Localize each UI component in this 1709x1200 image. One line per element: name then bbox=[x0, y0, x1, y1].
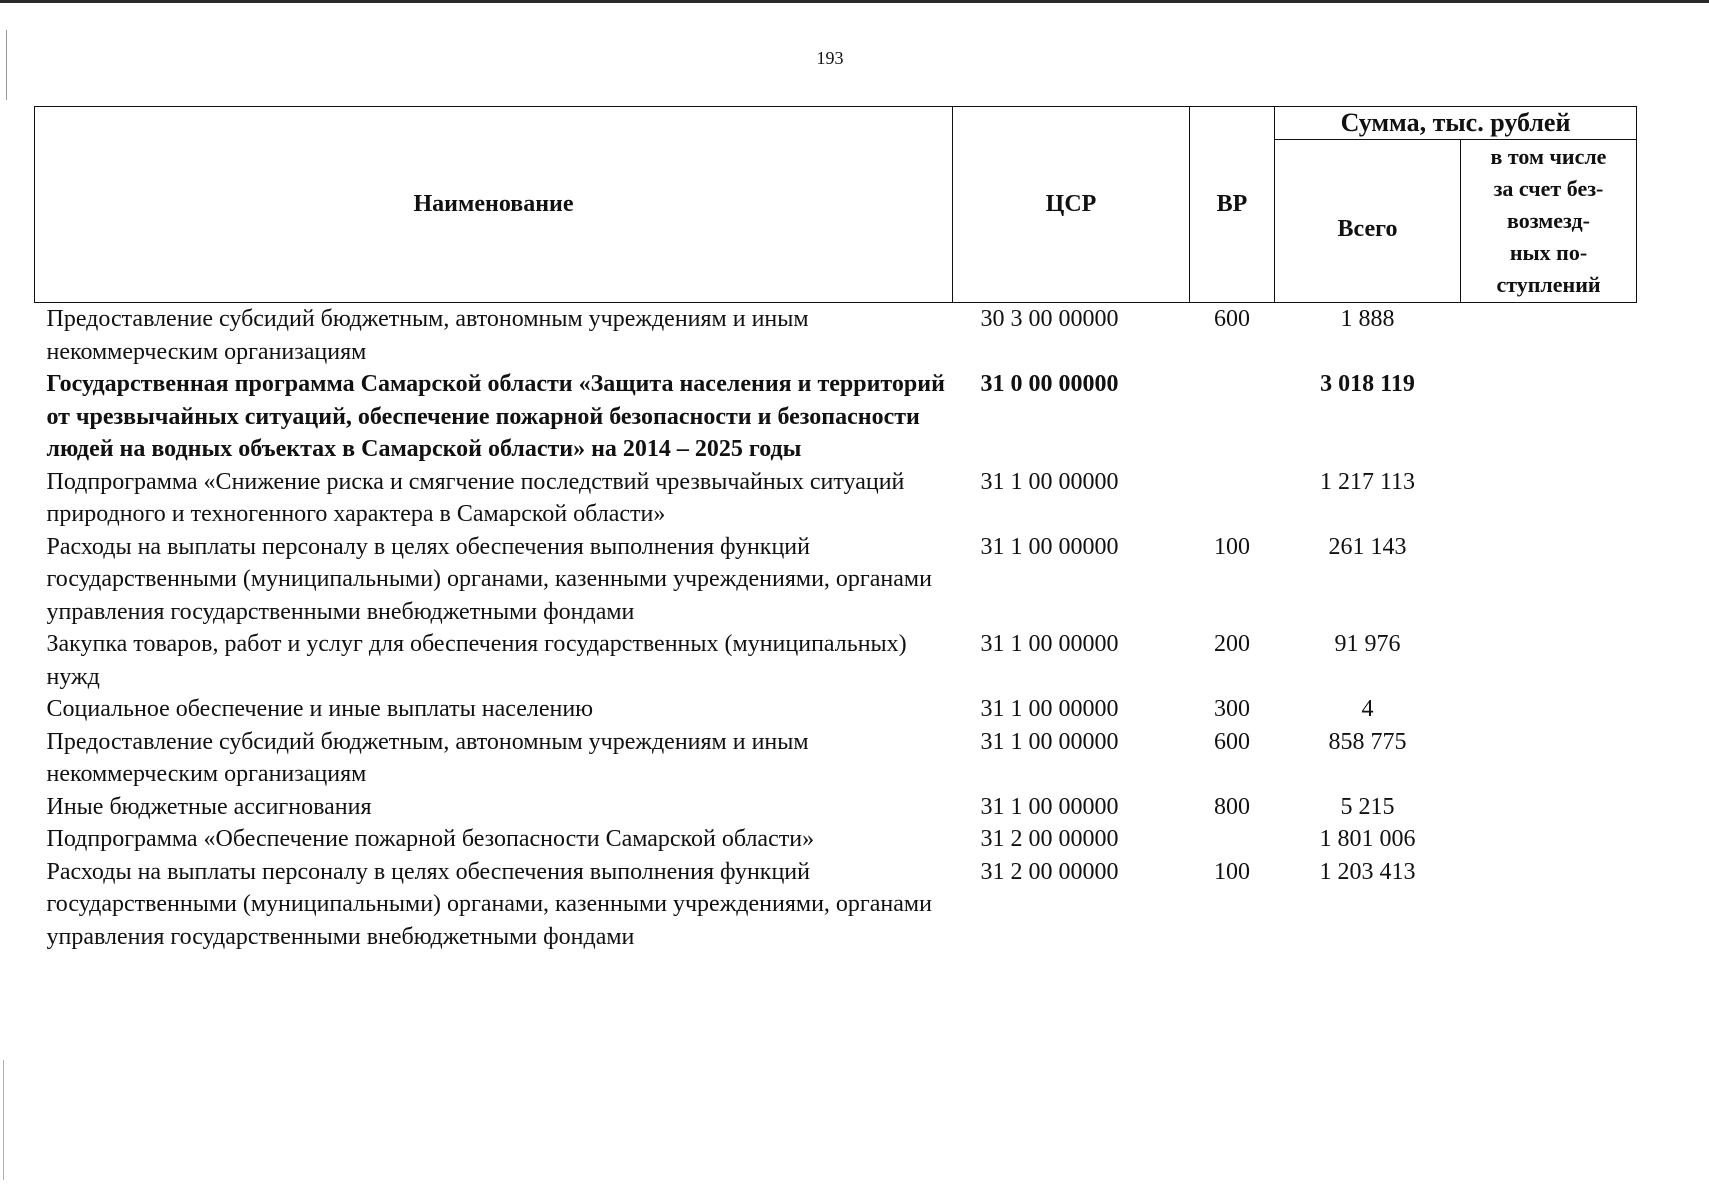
scan-border-left-lower bbox=[3, 1060, 4, 1180]
row-free bbox=[1461, 303, 1637, 369]
table-row bbox=[35, 726, 1637, 791]
row-csr: 31 1 00 00000 bbox=[980, 533, 1119, 560]
table-row bbox=[35, 856, 1637, 954]
row-vr: 600 bbox=[1214, 306, 1250, 332]
row-free bbox=[1461, 856, 1637, 954]
header-total: Всего bbox=[1275, 140, 1461, 303]
header-name: Наименование bbox=[35, 107, 953, 303]
row-total: 1 801 006 bbox=[1319, 826, 1416, 852]
table-header bbox=[35, 107, 1637, 303]
row-csr: 31 0 00 00000 bbox=[980, 371, 1119, 397]
row-vr: 600 bbox=[1214, 728, 1250, 755]
table-row bbox=[35, 791, 1637, 824]
row-name: Подпрограмма «Обеспечение пожарной безопасности Самарской области» bbox=[46, 826, 815, 852]
row-vr bbox=[1190, 466, 1275, 531]
row-free bbox=[1461, 823, 1637, 856]
row-free bbox=[1461, 368, 1637, 466]
table-body bbox=[35, 303, 1637, 954]
table-row bbox=[35, 823, 1637, 856]
table-row bbox=[35, 693, 1637, 726]
row-csr: 31 1 00 00000 bbox=[980, 793, 1119, 820]
row-total: 1 217 113 bbox=[1319, 468, 1416, 495]
row-total: 4 bbox=[1361, 696, 1374, 722]
row-csr: 31 1 00 00000 bbox=[980, 468, 1119, 495]
row-name: Государственная программа Самарской области «Защита населения и территорий от чрезвычайных ситуаций, обеспечение пожарной безопасности и безопасности людей на водных объектах в Самарской области» на 2014 – 2025 годы bbox=[46, 371, 945, 462]
row-name: Предоставление субсидий бюджетным, автономным учреждениям и иным некоммерческим организациям bbox=[46, 728, 809, 787]
row-free bbox=[1461, 531, 1637, 629]
row-vr bbox=[1190, 368, 1275, 466]
row-total: 261 143 bbox=[1328, 533, 1407, 560]
row-vr: 300 bbox=[1214, 696, 1250, 722]
row-csr: 31 2 00 00000 bbox=[980, 858, 1119, 885]
row-free bbox=[1461, 628, 1637, 693]
header-vr: ВР bbox=[1190, 107, 1275, 303]
row-name: Расходы на выплаты персоналу в целях обеспечения выполнения функций государственными (муниципальными) органами, казенными учреждениями, органами управления государственными внебюджетными фондами bbox=[46, 533, 932, 625]
row-free bbox=[1461, 726, 1637, 791]
row-free bbox=[1461, 791, 1637, 824]
table-row bbox=[35, 531, 1637, 629]
row-total: 858 775 bbox=[1328, 728, 1407, 755]
header-csr: ЦСР bbox=[953, 107, 1190, 303]
row-name: Закупка товаров, работ и услуг для обеспечения государственных (муниципальных) нужд bbox=[46, 631, 907, 690]
row-name: Иные бюджетные ассигнования bbox=[46, 793, 372, 820]
row-free bbox=[1461, 693, 1637, 726]
row-vr: 800 bbox=[1214, 793, 1250, 820]
header-sum: Сумма, тыс. рублей bbox=[1275, 107, 1637, 140]
header-free: в том числе за счет без- возмезд- ных по- ступлений bbox=[1461, 140, 1637, 303]
table-row bbox=[35, 368, 1637, 466]
row-csr: 31 1 00 00000 bbox=[980, 696, 1119, 722]
page-number: 193 bbox=[816, 48, 844, 68]
row-total: 5 215 bbox=[1340, 793, 1395, 820]
row-vr: 100 bbox=[1214, 533, 1250, 560]
row-vr: 200 bbox=[1214, 631, 1250, 657]
scan-border-top bbox=[0, 0, 1709, 3]
table-row bbox=[35, 466, 1637, 531]
row-total: 1 888 bbox=[1340, 306, 1395, 332]
row-name: Социальное обеспечение и иные выплаты населению bbox=[46, 696, 594, 722]
row-vr: 100 bbox=[1214, 858, 1250, 885]
row-csr: 31 2 00 00000 bbox=[980, 826, 1119, 852]
row-total: 3 018 119 bbox=[1320, 371, 1415, 397]
row-csr: 30 3 00 00000 bbox=[980, 306, 1119, 332]
row-name: Предоставление субсидий бюджетным, автономным учреждениям и иным некоммерческим организациям bbox=[46, 306, 809, 365]
table-row bbox=[35, 628, 1637, 693]
row-name: Расходы на выплаты персоналу в целях обеспечения выполнения функций государственными (муниципальными) органами, казенными учреждениями, органами управления государственными внебюджетными фондами bbox=[46, 858, 932, 950]
row-total: 1 203 413 bbox=[1319, 858, 1416, 885]
budget-table bbox=[34, 106, 1637, 953]
row-vr bbox=[1190, 823, 1275, 856]
row-csr: 31 1 00 00000 bbox=[980, 631, 1119, 657]
row-csr: 31 1 00 00000 bbox=[980, 728, 1119, 755]
row-name: Подпрограмма «Снижение риска и смягчение последствий чрезвычайных ситуаций природного и техногенного характера в Самарской области» bbox=[46, 468, 905, 527]
table-row bbox=[35, 303, 1637, 369]
row-free bbox=[1461, 466, 1637, 531]
row-total: 91 976 bbox=[1334, 631, 1401, 657]
